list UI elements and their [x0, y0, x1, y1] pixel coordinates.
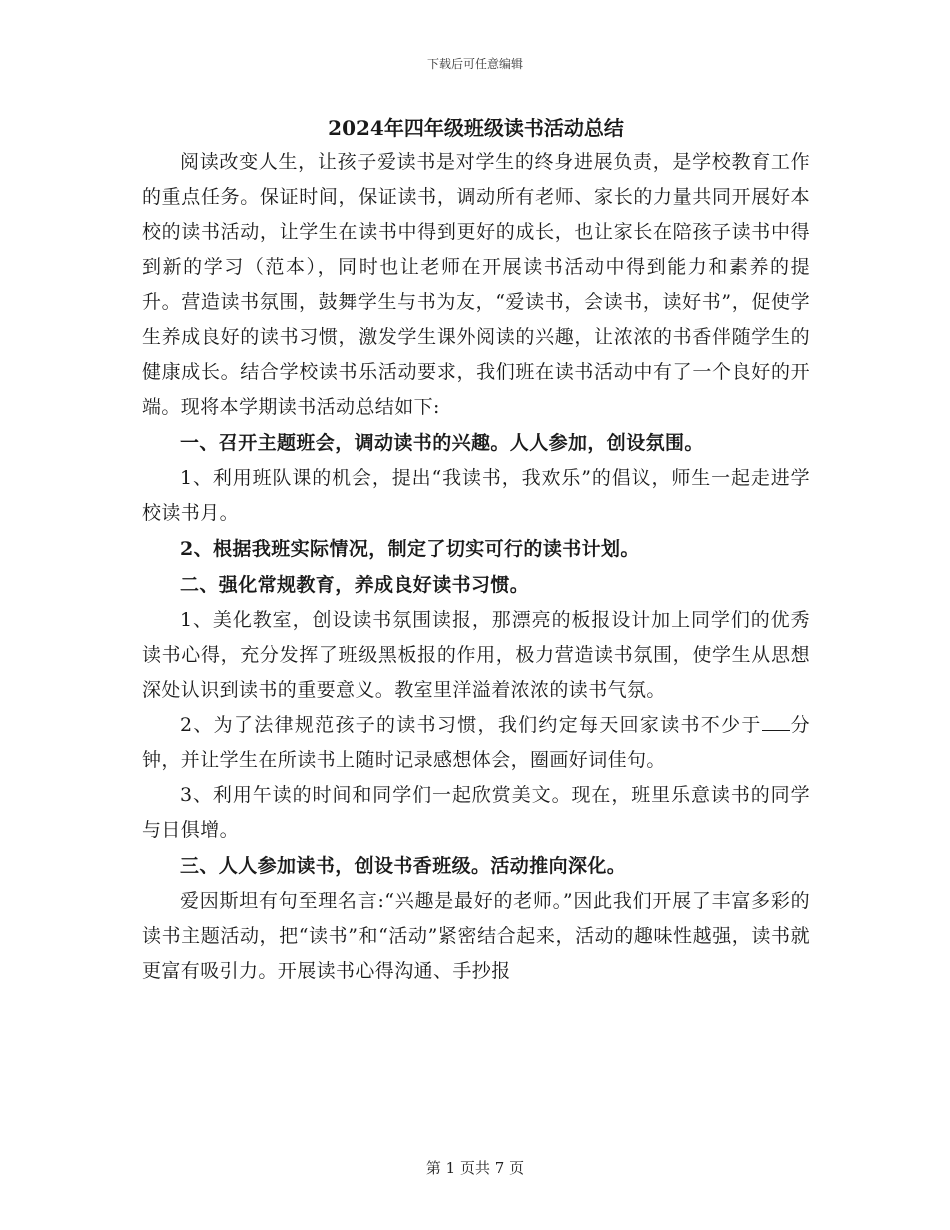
fill-in-blank	[762, 711, 790, 731]
page-number: 第 1 页共 7 页	[425, 1159, 525, 1177]
document-body	[142, 111, 810, 989]
section-1-item-1: 1、利用班队课的机会，提出“我读书，我欢乐”的倡议，师生一起走进学校读书月。	[142, 467, 810, 524]
document-title: 2024年四年级班级读书活动总结	[328, 116, 624, 140]
section-1-item-2: 2、根据我班实际情况，制定了切实可行的读书计划。	[180, 538, 640, 560]
section-1-heading: 一、召开主题班会，调动读书的兴趣。人人参加，创设氛围。	[180, 432, 704, 454]
header-note: 下载后可任意编辑	[426, 57, 523, 71]
intro-paragraph: 阅读改变人生，让孩子爱读书是对学生的终身进展负责，是学校教育工作的重点任务。保证时间，保证读书，调动所有老师、家长的力量共同开展好本校的读书活动，让学生在读书中得到更好的成长，也让家长在陪孩子读书中得到新的学习（范本），同时也让老师在开展读书活动中得到能力和素养的提升。营造读书氛围，鼓舞学生与书为友，“爱读书，会读书，读好书”，促使学生养成良好的读书习惯，激发学生课外阅读的兴趣，让浓浓的书香伴随学生的健康成长。结合学校读书乐活动要求，我们班在读书活动中有了一个良好的开端。现将本学期读书活动总结如下:	[142, 151, 810, 418]
section-2-item-2-text-b: 分钟，并让学生在所读书上随时记录感想体会，圈画好词佳句。	[142, 714, 810, 771]
section-3-paragraph: 爱因斯坦有句至理名言:“兴趣是最好的老师。”因此我们开展了丰富多彩的读书主题活动，把“读书”和“活动”紧密结合起来，活动的趣味性越强，读书就更富有吸引力。开展读书心得沟通、手抄报	[142, 890, 810, 982]
section-3-heading: 三、人人参加读书，创设书香班级。活动推向深化。	[180, 855, 627, 877]
section-2-item-2	[142, 708, 810, 778]
section-2-item-2-text-a: 2、为了法律规范孩子的读书习惯，我们约定每天回家读书不少于	[180, 714, 762, 736]
section-2-heading: 二、强化常规教育，养成良好读书习惯。	[180, 574, 530, 596]
section-2-item-3: 3、利用午读的时间和同学们一起欣赏美文。现在，班里乐意读书的同学与日俱增。	[142, 784, 810, 841]
section-2-item-1: 1、美化教室，创设读书氛围读报，那漂亮的板报设计加上同学们的优秀读书心得，充分发挥了班级黑板报的作用，极力营造读书氛围，使学生从思想深处认识到读书的重要意义。教室里洋溢着浓浓的读书气氛。	[142, 609, 810, 701]
